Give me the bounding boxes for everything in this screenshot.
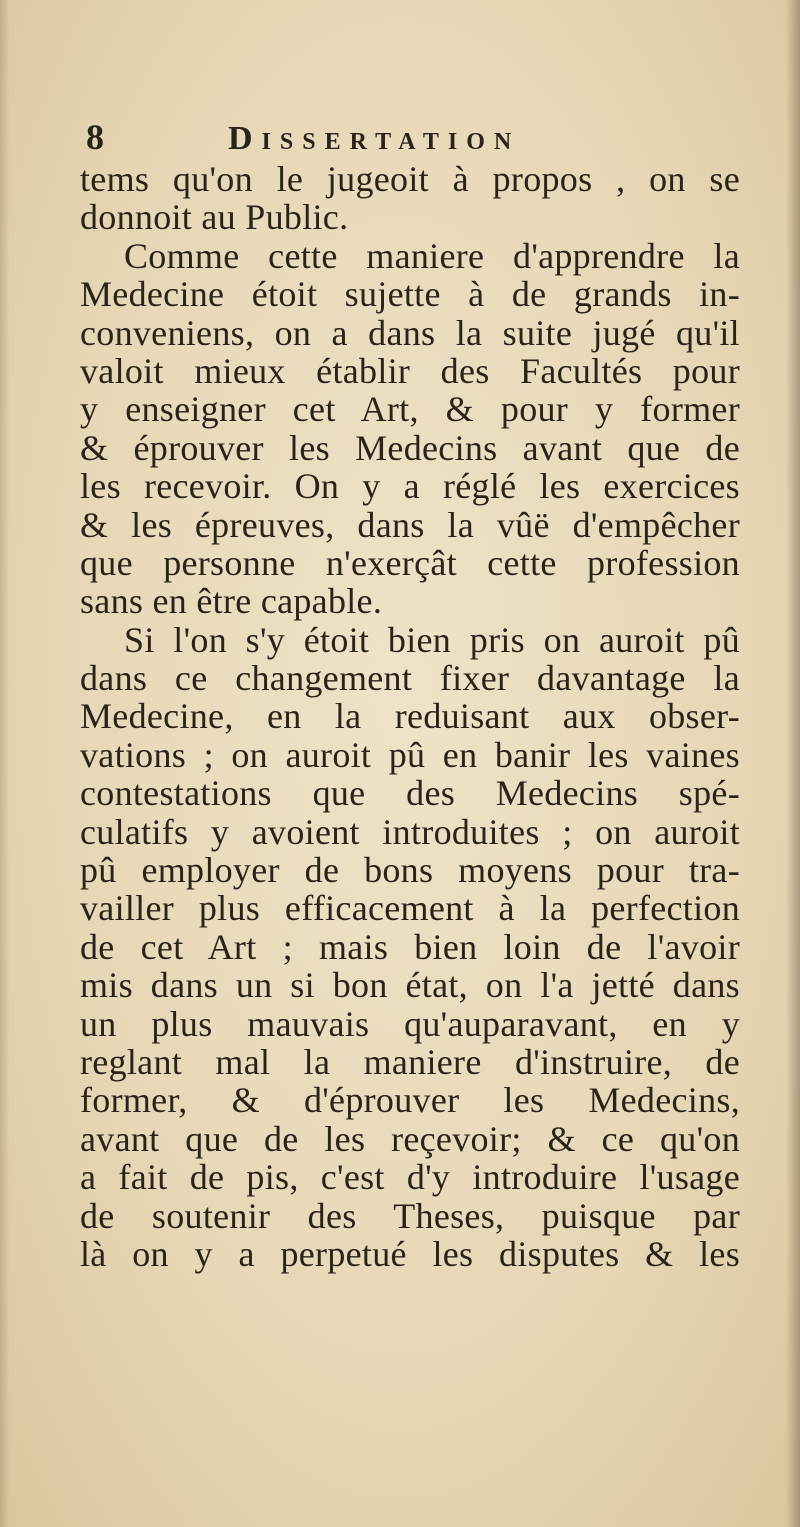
text-line: un plus mauvais qu'auparavant, en y bbox=[80, 1003, 740, 1044]
text-line: y enseigner cet Art, & pour y former bbox=[80, 389, 740, 430]
text-line: culatifs y avoient introduites ; on auroit bbox=[80, 811, 740, 852]
page-edge-left bbox=[0, 0, 10, 1527]
text-line: là on y a perpetué les disputes & les bbox=[80, 1233, 740, 1274]
text-line: avant que de les reçevoir; & ce qu'on bbox=[80, 1118, 740, 1159]
text-line: contestations que des Medecins spé- bbox=[80, 773, 740, 814]
text-line: vations ; on auroit pû en banir les vaines bbox=[80, 734, 740, 775]
text-line: Comme cette maniere d'apprendre la bbox=[124, 235, 740, 276]
text-line: que personne n'exerçât cette profession bbox=[80, 542, 740, 583]
text-line: dans ce changement fixer davantage la bbox=[80, 658, 740, 699]
text-line: & éprouver les Medecins avant que de bbox=[80, 427, 740, 468]
text-line: & les épreuves, dans la vûë d'empêcher bbox=[80, 504, 740, 545]
text-line: Medecine étoit sujette à de grands in- bbox=[80, 274, 740, 315]
text-line: conveniens, on a dans la suite jugé qu'il bbox=[80, 312, 740, 353]
text-line: les recevoir. On y a réglé les exercices bbox=[80, 466, 740, 507]
text-line: sans en être capable. bbox=[80, 581, 383, 622]
text-line: tems qu'on le jugeoit à propos , on se bbox=[80, 159, 740, 199]
text-line: Medecine, en la reduisant aux obser- bbox=[80, 696, 740, 737]
text-line: pû employer de bons moyens pour tra- bbox=[80, 850, 740, 891]
text-line: reglant mal la maniere d'instruire, de bbox=[80, 1041, 740, 1082]
body-text bbox=[80, 160, 740, 1273]
text-line: valoit mieux établir des Facultés pour bbox=[80, 350, 740, 391]
text-line: former, & d'éprouver les Medecins, bbox=[80, 1080, 740, 1121]
running-title: Dissertation bbox=[228, 120, 521, 157]
text-line: vailler plus efficacement à la perfection bbox=[80, 888, 740, 929]
text-line: donnoit au Public. bbox=[80, 197, 349, 238]
text-line: a fait de pis, c'est d'y introduire l'usage bbox=[80, 1157, 740, 1198]
text-line: Si l'on s'y étoit bien pris on auroit pû bbox=[124, 619, 740, 660]
text-line: de soutenir des Theses, puisque par bbox=[80, 1195, 740, 1236]
text-line: de cet Art ; mais bien loin de l'avoir bbox=[80, 926, 740, 967]
page-number: 8 bbox=[86, 117, 104, 157]
text-line: mis dans un si bon état, on l'a jetté dans bbox=[80, 965, 740, 1006]
page-edge-right bbox=[786, 0, 800, 1527]
